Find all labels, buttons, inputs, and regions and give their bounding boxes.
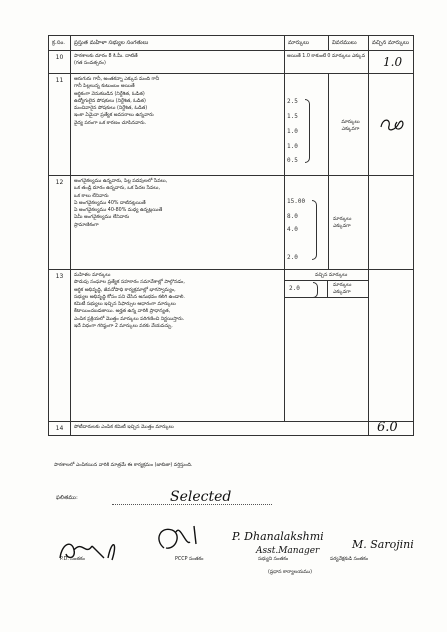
row-number: 13 <box>49 270 71 422</box>
handwritten-mark-scribble <box>369 74 414 171</box>
signature-title-1: Asst.Manager <box>256 546 320 556</box>
awarded-cell <box>369 74 414 176</box>
mark-value: 8.0 <box>287 213 298 220</box>
awarded-cell <box>369 270 414 422</box>
signature-name-1: P. Dhanalakshmi <box>232 530 324 543</box>
result-label: ఫలితము: <box>56 495 78 501</box>
header-detail: వివరములు <box>329 36 369 51</box>
row-marks <box>285 176 329 270</box>
row-description: మహిళల మార్కులు పొదుపు సంఘాల ప్రత్యేక సహకారం సమావేశాల్లో పాల్గొనడం, ఆర్థిక అభివృద్ధి, జీవనోపాధి కార్యక్రమాల్లో భాగస్వామ్యం, సభ్యుల అభివృద్ధి కోసం పని చేసిన అనుభవం కలిగి ఉండాలి. కమిటీ సభ్యులు ఇచ్చిన సిఫార్సుల ఆధారంగా మార్కులు కేటాయించబడతాయి. అర్హత ఉన్న వారికి ప్రాధాన్యత, ఎంపిక ప్రక్రియలో మొత్తం మార్కులు పరిగణించి నిర్ణయిస్తారు. ఇదే విధంగా గరిష్ఠంగా 2 మార్కులు వరకు వేయవచ్చు. <box>71 270 285 422</box>
row-description: అంగవైకల్యము ఉన్నవారు, పిల్ల పదవులలో సేవలు, ఒక తండ్రి దూరం ఉన్నవారు, ఒక పేదల సేవలు, ఒక కాలు లేనివారు ఏ అంగవైకల్యము 40% దాటినట్లయితే ఏ అంగవైకల్యము 40-80% మధ్య ఉన్నట్లయితే ఏమీ అంగవైకల్యము లేనివారు ప్రామాణికంగా <box>71 176 285 270</box>
row-marks <box>285 74 329 176</box>
header-awarded: వచ్చిన మార్కులు <box>369 36 414 51</box>
row-detail <box>329 74 369 176</box>
row-description: పాఠశాలకు దూరం 8 కి.మీ. దాటితే (గత సంవత్సరం) <box>71 51 285 74</box>
mark-value: 1.0 <box>287 143 298 150</box>
row-marks-text: అయితే 1.0 కాకుంటే 0 మార్కులు ఎక్కువ <box>287 54 366 59</box>
row-number: 10 <box>49 51 71 74</box>
mark-value: 2.0 <box>289 285 300 292</box>
signatory-pd: P.D. సంతకం <box>60 557 85 562</box>
mark-value: 1.5 <box>287 113 298 120</box>
table-row <box>49 176 414 270</box>
row-description: ఆరుగురు గానీ, అంతకన్నా ఎక్కువ మంది గానీ గానీ పిల్లలున్న కుటుంబం అయితే ఆర్థికంగా వెనుకబడిన (నిర్దేశిత, ఓడిత) ఉద్యోగులైన పోషకులు (నిర్దేశిత, ఓడిత) మంచివారైన పోషకులు (నిర్దేశిత, ఓడిత) ఇంకా ఏమైనా ప్రత్యేక అవసరాలు ఉన్నవారు వైద్య పరంగా ఒక కారణం చూపినవారు. <box>71 74 285 176</box>
brace-mark <box>312 200 317 260</box>
brace-mark <box>313 282 318 298</box>
header-item: ప్రస్తుత మహిళా సభ్యుల సంగతులు <box>71 36 285 51</box>
awarded-cell <box>369 422 414 436</box>
mark-value: 0.5 <box>287 157 298 164</box>
detail-text: మార్కులు ఎక్కువగా <box>341 120 360 132</box>
signatory-committee: పర్యవేక్షకుడి సంతకం <box>330 557 369 562</box>
awarded-mark: 1.0 <box>383 55 403 69</box>
divider <box>327 280 328 297</box>
row-detail <box>329 176 369 270</box>
detail-text: మార్కులు ఎక్కువగా <box>333 283 352 295</box>
detail-text: మార్కులు ఎక్కువగా <box>333 217 352 229</box>
row-marks <box>285 270 369 422</box>
result-handwritten: Selected <box>170 489 232 505</box>
signatory-subtitle: (ప్రధాన కార్యాలయము) <box>268 570 313 575</box>
evaluation-table <box>48 35 414 436</box>
signatory-coordinator: PCCP సంతకం <box>175 557 204 562</box>
awarded-cell <box>369 51 414 74</box>
signature-name-2: M. Sarojini <box>352 538 414 551</box>
row-description: పోటీదారులకు ఎంపిక కమిటీ ఇచ్చిన మొత్తం మార్కులు <box>71 422 369 436</box>
table-row <box>49 51 414 74</box>
brace-mark <box>305 99 310 163</box>
signatory-member: సభ్యుని సంతకం <box>258 557 289 562</box>
mark-value: 1.0 <box>287 128 298 135</box>
divider <box>285 297 369 298</box>
table-row <box>49 422 414 436</box>
header-sno: క్ర.సం. <box>49 36 71 51</box>
row-number: 14 <box>49 422 71 436</box>
footer-note: పాఠశాలలో ఎంపికయిన వారికి మాత్రమే ఈ కార్యక్రమం (జాబితా) వర్తిస్తుంది. <box>54 463 193 468</box>
row-marks <box>285 51 369 74</box>
row-marks-header: వచ్చిన మార్కులు <box>315 273 348 278</box>
row-number: 12 <box>49 176 71 270</box>
header-marks: మార్కులు <box>285 36 329 51</box>
table-header-row <box>49 36 414 51</box>
table-row <box>49 74 414 176</box>
row-number: 11 <box>49 74 71 176</box>
mark-value: 4.0 <box>287 226 298 233</box>
signature-coordinator <box>150 520 220 560</box>
awarded-cell <box>369 176 414 270</box>
mark-value: 15.00 <box>287 198 306 205</box>
total-awarded-mark: 6.0 <box>377 420 398 435</box>
table-row <box>49 270 414 422</box>
mark-value: 2.5 <box>287 98 298 105</box>
mark-value: 2.0 <box>287 254 298 261</box>
